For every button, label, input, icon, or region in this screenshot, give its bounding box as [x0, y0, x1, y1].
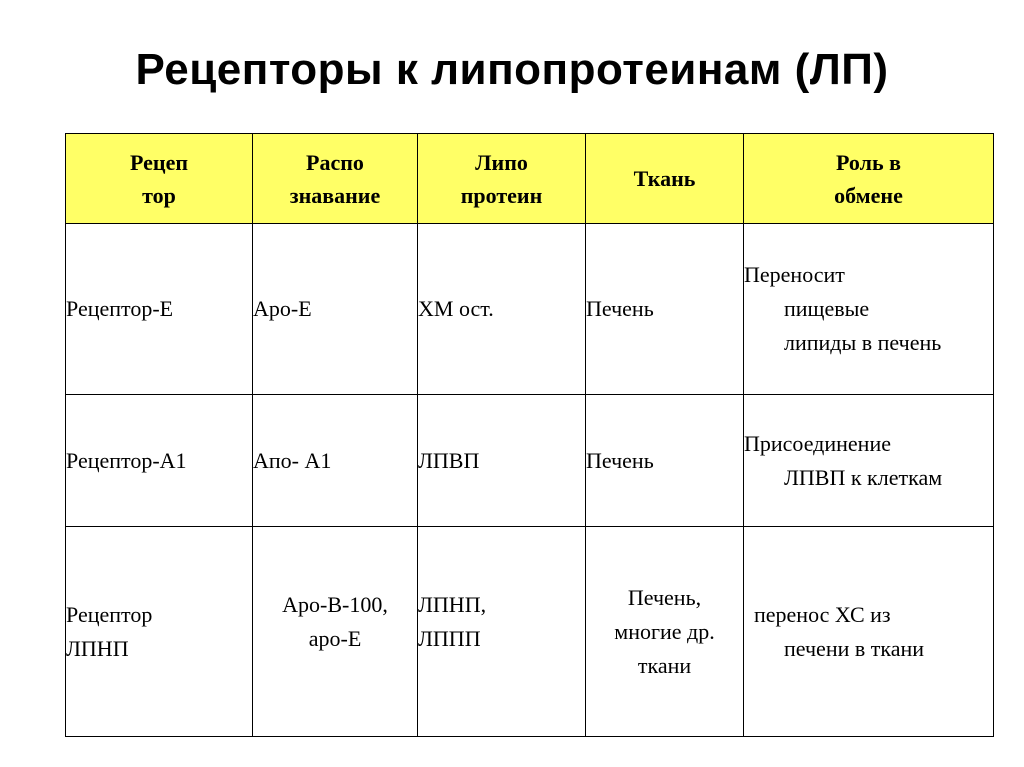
cell-recognition: Аро-В-100, аро-Е: [253, 527, 418, 737]
cell-receptor: Рецептор ЛПНП: [66, 527, 253, 737]
header-receptor: Рецеп тор: [66, 134, 253, 224]
header-tissue: Ткань: [586, 134, 744, 224]
table-header-row: [66, 134, 994, 224]
cell-lipoprotein: ЛПВП: [418, 395, 586, 527]
cell-tissue: Печень, многие др. ткани: [586, 527, 744, 737]
receptors-table: [65, 133, 994, 737]
header-role: Роль в обмене: [744, 134, 994, 224]
cell-role: перенос ХС из печени в ткани: [744, 527, 994, 737]
cell-role: Присоединение ЛПВП к клеткам: [744, 395, 994, 527]
table-row: [66, 224, 994, 395]
header-recognition: Распо знавание: [253, 134, 418, 224]
cell-lipoprotein: ХМ ост.: [418, 224, 586, 395]
header-lipoprotein: Липо протеин: [418, 134, 586, 224]
table-row: [66, 395, 994, 527]
cell-receptor: Рецептор-Е: [66, 224, 253, 395]
cell-tissue: Печень: [586, 395, 744, 527]
table-row: [66, 527, 994, 737]
cell-recognition: Апо- А1: [253, 395, 418, 527]
cell-tissue: Печень: [586, 224, 744, 395]
cell-role: Переносит пищевые липиды в печень: [744, 224, 994, 395]
cell-lipoprotein: ЛПНП, ЛППП: [418, 527, 586, 737]
cell-receptor: Рецептор-А1: [66, 395, 253, 527]
page-title: Рецепторы к липопротеинам (ЛП): [135, 45, 889, 94]
cell-recognition: Аро-Е: [253, 224, 418, 395]
